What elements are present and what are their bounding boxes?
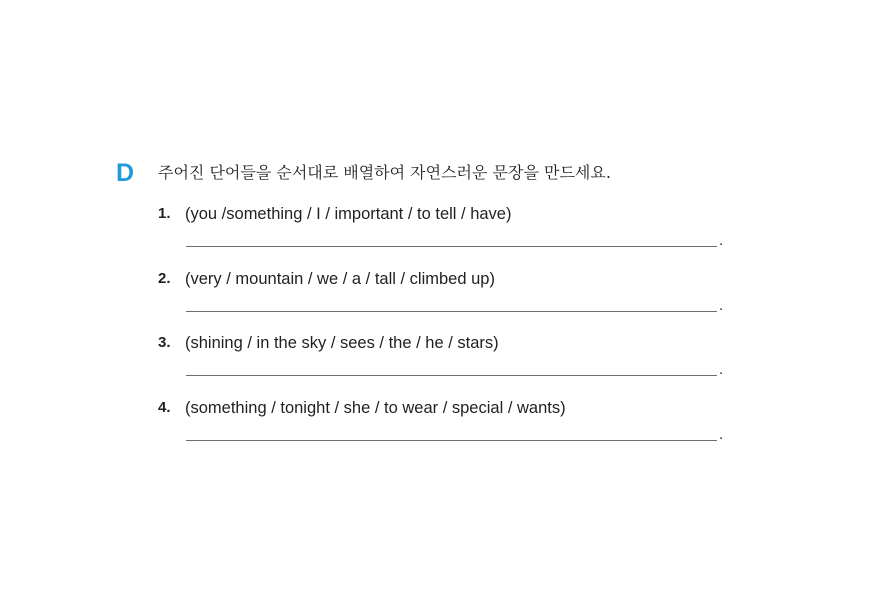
exercise-item-2 — [158, 268, 738, 328]
item-prompt: (very / mountain / we / a / tall / climbed up) — [185, 270, 495, 288]
exercise-item-4 — [158, 397, 738, 457]
answer-line[interactable] — [186, 246, 717, 247]
exercise-item-1 — [158, 203, 738, 263]
answer-line[interactable] — [186, 440, 717, 441]
answer-period: . — [719, 426, 724, 443]
item-prompt: (something / tonight / she / to wear / special / wants) — [185, 399, 566, 417]
item-prompt: (you /something / I / important / to tell / have) — [185, 205, 512, 223]
section-instruction: 주어진 단어들을 순서대로 배열하여 자연스러운 문장을 만드세요. — [158, 163, 611, 182]
answer-line[interactable] — [186, 311, 717, 312]
item-number: 1. — [158, 205, 171, 222]
answer-period: . — [719, 361, 724, 378]
item-prompt: (shining / in the sky / sees / the / he / stars) — [185, 334, 499, 352]
item-number: 4. — [158, 399, 171, 416]
answer-line[interactable] — [186, 375, 717, 376]
item-number: 2. — [158, 270, 171, 287]
exercise-item-3 — [158, 332, 738, 392]
answer-period: . — [719, 232, 724, 249]
section-letter: D — [116, 159, 135, 187]
answer-period: . — [719, 297, 724, 314]
item-number: 3. — [158, 334, 171, 351]
